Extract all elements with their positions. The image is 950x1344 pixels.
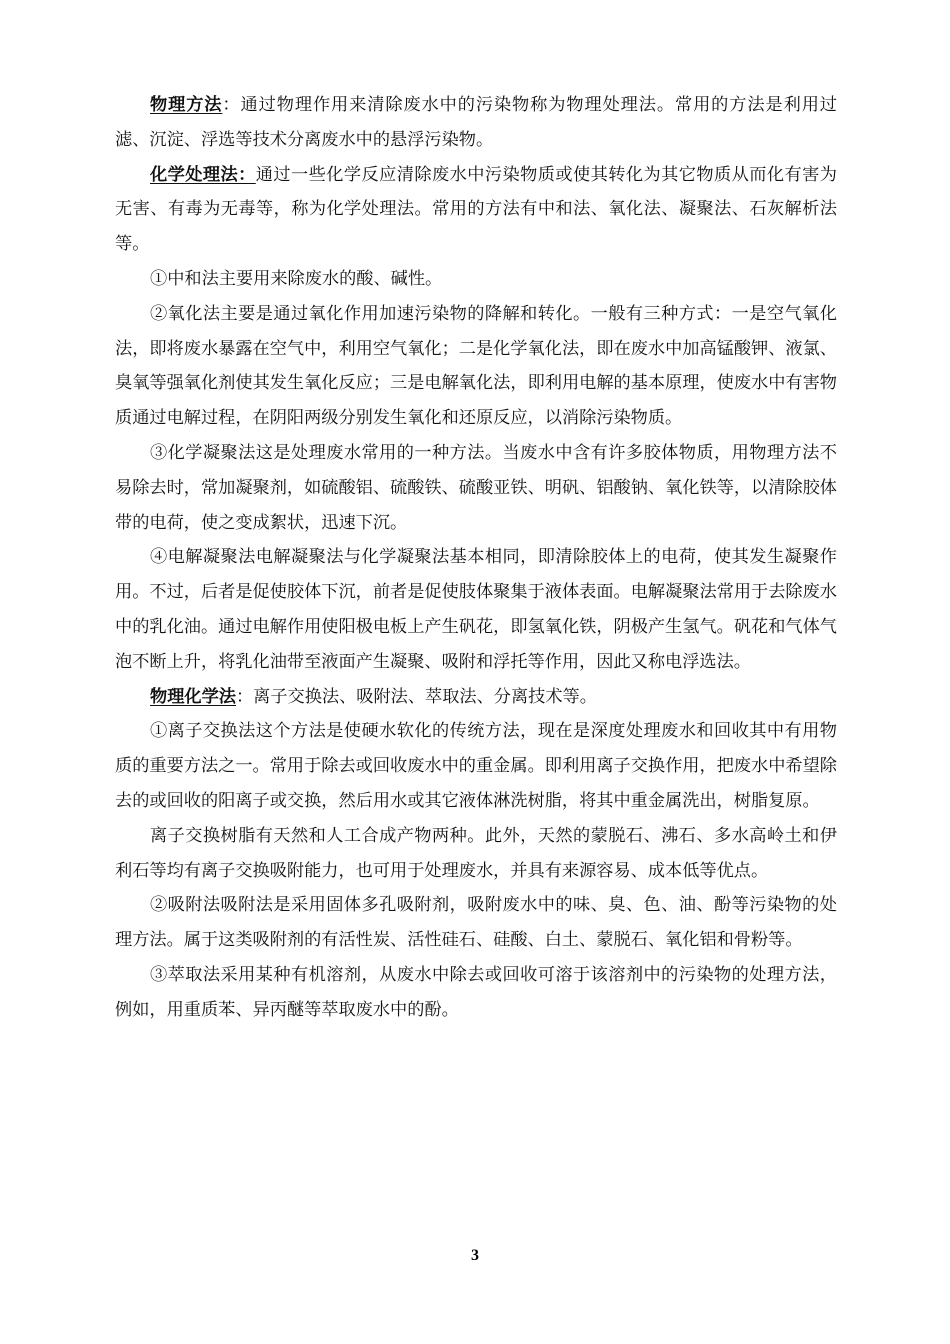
paragraph-ion-exchange-resin [115, 819, 837, 889]
term-physical-method: 物理方法 [150, 95, 223, 115]
paragraph-ion-exchange [115, 714, 837, 818]
page-number: 3 [471, 1247, 479, 1264]
paragraph-text: ③化学凝聚法这是处理废水常用的一种方法。当废水中含有许多胶体物质，用物理方法不易除去时，常加凝聚剂，如硫酸铝、硫酸铁、硫酸亚铁、明矾、铝酸钠、氧化铁等，以清除胶体带的电荷，使之变成絮状，迅速下沉。 [115, 442, 837, 533]
paragraph-text: ④电解凝聚法电解凝聚法与化学凝聚法基本相同，即清除胶体上的电荷，使其发生凝聚作用。不过，后者是促使胶体下沉，前者是促使肢体聚集于液体表面。电解凝聚法常用于去除废水中的乳化油。通过电解作用使阳极电板上产生矾花，即氢氧化铁，阴极产生氢气。矾花和气体气泡不断上升，将乳化油带至液面产生凝聚、吸附和浮托等作用，因此又称电浮选法。 [115, 547, 837, 672]
paragraph-extraction [115, 958, 837, 1028]
paragraph-physicochemical-method [115, 680, 837, 715]
paragraph-physical-method [115, 88, 837, 158]
term-physicochemical-method: 物理化学法 [150, 686, 236, 707]
term-chemical-method: 化学处理法： [150, 164, 256, 185]
paragraph-text: ：离子交换法、吸附法、萃取法、分离技术等。 [235, 686, 597, 707]
paragraph-text: ②氧化法主要是通过氧化作用加速污染物的降解和转化。一般有三种方式：一是空气氧化法，即将废水暴露在空气中，利用空气氧化；二是化学氧化法，即在废水中加高锰酸钾、液氯、臭氧等强氧化剂使其发生氧化反应；三是电解氧化法，即利用电解的基本原理，使废水中有害物质通过电解过程，在阴阳两级分别发生氧化和还原反应，以消除污染物质。 [115, 303, 837, 429]
paragraph-text: ③萃取法采用某种有机溶剂，从废水中除去或回收可溶于该溶剂中的污染物的处理方法，例如，用重质苯、异丙醚等萃取废水中的酚。 [115, 964, 837, 1020]
paragraph-text: ①离子交换法这个方法是使硬水软化的传统方法，现在是深度处理废水和回收其中有用物质的重要方法之一。常用于除去或回收废水中的重金属。即利用离子交换作用，把废水中希望除去的或回收的阳离子或交换，然后用水或其它液体淋洗树脂，将其中重金属洗出，树脂复原。 [115, 721, 837, 811]
paragraph-text: 通过一些化学反应清除废水中污染物质或使其转化为其它物质从而化有害为无害、有毒为无毒等，称为化学处理法。常用的方法有中和法、氧化法、凝聚法、石灰解析法等。 [115, 164, 837, 255]
paragraph-electro-coagulation [115, 540, 837, 679]
paragraph-chemical-method [115, 158, 837, 262]
paragraph-text: ①中和法主要用来除废水的酸、碱性。 [150, 268, 443, 289]
paragraph-text: ：通过物理作用来清除废水中的污染物称为物理处理法。常用的方法是利用过滤、沉淀、浮选等技术分离废水中的悬浮污染物。 [115, 95, 837, 150]
paragraph-neutralization [115, 262, 837, 297]
paragraph-adsorption [115, 888, 837, 958]
paragraph-text: 离子交换树脂有天然和人工合成产物两种。此外，天然的蒙脱石、沸石、多水高岭土和伊利石等均有离子交换吸附能力，也可用于处理废水，并具有来源容易、成本低等优点。 [115, 825, 837, 881]
document-body [115, 88, 837, 1028]
paragraph-chemical-coagulation [115, 436, 837, 540]
paragraph-oxidation [115, 297, 837, 436]
paragraph-text: ②吸附法吸附法是采用固体多孔吸附剂，吸附废水中的味、臭、色、油、酚等污染物的处理方法。属于这类吸附剂的有活性炭、活性硅石、硅酸、白土、蒙脱石、氧化铝和骨粉等。 [115, 895, 837, 951]
